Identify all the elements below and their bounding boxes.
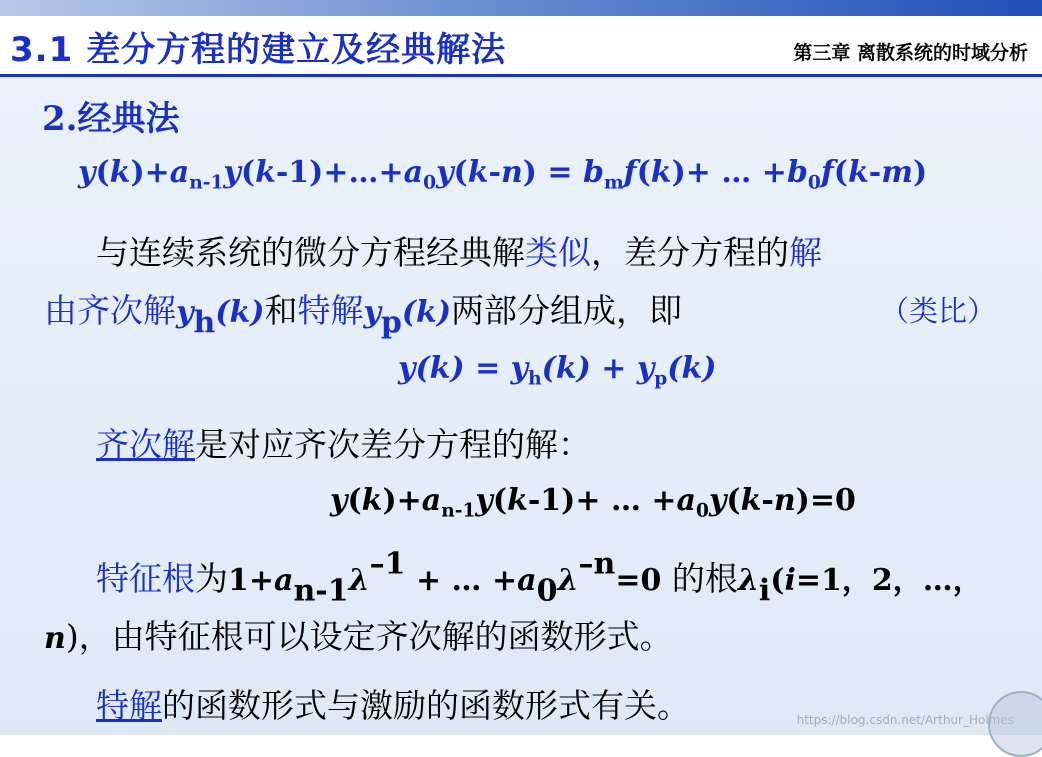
university-seal-icon: [988, 691, 1042, 757]
slide-body: [0, 77, 1042, 735]
math-var: λ: [557, 563, 579, 598]
math-subscript: p: [380, 305, 402, 341]
math-term: =1，2，…，: [795, 563, 983, 598]
eq-term: ): [912, 155, 928, 190]
eq-term: k: [650, 155, 672, 190]
eq-term: k: [467, 155, 489, 190]
eq-term: y: [708, 483, 727, 518]
math-term: + … +: [405, 563, 518, 598]
math-var: λ: [737, 563, 759, 598]
eq-term: m: [881, 155, 913, 190]
math-term: 1+: [228, 563, 275, 598]
eq-term: a: [169, 155, 190, 190]
eq-term: (k): [667, 351, 717, 386]
eq-term: y: [398, 351, 416, 386]
eq-term: k: [361, 483, 383, 518]
eq-term: (: [833, 155, 848, 190]
eq-term: y: [330, 483, 348, 518]
eq-term: -: [488, 155, 501, 190]
watermark: https://blog.csdn.net/Arthur_Holmes: [796, 713, 1014, 727]
eq-term: k: [847, 155, 869, 190]
slide-title: 3.1 差分方程的建立及经典解法: [10, 30, 507, 70]
eq-term: k: [109, 155, 131, 190]
eq-term: (: [492, 483, 508, 518]
eq-term: (: [636, 155, 651, 190]
eq-term: (: [347, 483, 362, 518]
eq-term: -1)+ … +: [527, 483, 677, 518]
eq-term: (: [95, 155, 110, 190]
eq-term: b: [786, 155, 808, 190]
eq-term: )+ … +: [671, 155, 787, 190]
math-var: i: [784, 563, 796, 598]
eq-term: f: [820, 155, 834, 190]
eq-term: y: [223, 155, 241, 190]
math-subscript: 0: [536, 573, 558, 609]
paragraph-3-line-2: [44, 611, 673, 658]
math-subscript: i: [758, 573, 771, 609]
eq-term: y: [436, 155, 454, 190]
eq-term: n: [773, 483, 796, 518]
eq-term: y: [636, 351, 655, 386]
eq-term: f: [623, 155, 637, 190]
eq-term: k: [740, 483, 762, 518]
eq-term: a: [421, 483, 442, 518]
eq-term: )+: [130, 155, 170, 190]
math-arg: (k): [215, 295, 265, 330]
eq-subscript: p: [654, 368, 668, 390]
text: 的根: [661, 559, 738, 598]
eq-term: a: [403, 155, 424, 190]
eq-term: k: [507, 483, 528, 518]
top-gradient-band: [0, 0, 1042, 16]
math-var: a: [274, 563, 294, 598]
chapter-label: 第三章 离散系统的时域分析: [793, 42, 1028, 64]
eq-term: (: [726, 483, 741, 518]
text: 和: [264, 291, 298, 330]
math-arg: (k): [401, 295, 452, 330]
paragraph-1-line-1: [96, 227, 822, 274]
eq-term: (: [453, 155, 468, 190]
paragraph-1-line-2: [44, 285, 683, 341]
math-var: y: [363, 295, 381, 330]
math-subscript: h: [193, 305, 216, 341]
math-var: λ: [348, 563, 370, 598]
eq-term: b: [583, 155, 604, 190]
eq-subscript: 0: [807, 172, 821, 194]
math-superscript: –1: [369, 546, 406, 582]
eq-term: (k): [541, 351, 591, 386]
eq-subscript: m: [603, 172, 624, 194]
term-characteristic-root: 特征根: [96, 559, 195, 598]
term-link-homogeneous[interactable]: 齐次解: [96, 425, 195, 464]
math-term: =0: [615, 563, 662, 598]
solution-sum-equation: [398, 351, 717, 390]
section-heading: 2.经典法: [42, 99, 180, 139]
eq-term: )+: [382, 483, 422, 518]
eq-term: y: [78, 155, 96, 190]
math-term: (: [770, 563, 785, 598]
eq-subscript: 0: [696, 500, 709, 522]
text-highlight: 特解: [297, 291, 364, 330]
eq-term: )=0: [795, 483, 856, 518]
paragraph-3-line-1: [96, 546, 983, 609]
paragraph-4: [96, 680, 690, 727]
eq-subscript: n-1: [441, 500, 476, 522]
analogy-note: （类比）: [880, 294, 997, 328]
eq-term: =: [464, 351, 511, 386]
main-difference-equation: [78, 155, 928, 194]
eq-term: -: [868, 155, 882, 190]
term-link-particular[interactable]: 特解: [96, 686, 162, 725]
eq-subscript: 0: [423, 172, 437, 194]
math-var: n: [44, 621, 66, 656]
math-subscript: n-1: [293, 573, 349, 609]
eq-term: y: [475, 483, 493, 518]
math-var: y: [176, 295, 194, 330]
text-highlight: 由齐次解: [44, 291, 176, 330]
eq-term: ) =: [522, 155, 583, 190]
text: 两部分组成，即: [451, 291, 683, 330]
eq-term: -1)+…+: [275, 155, 404, 190]
math-var: a: [517, 563, 537, 598]
eq-term: k: [255, 155, 276, 190]
eq-term: +: [590, 351, 637, 386]
eq-term: n: [500, 155, 523, 190]
paragraph-2: [96, 419, 591, 466]
homogeneous-equation: [330, 483, 856, 522]
text: 为: [195, 559, 228, 598]
text: 的函数形式与激励的函数形式有关。: [162, 686, 690, 725]
eq-term: -: [761, 483, 774, 518]
text: )，由特征根可以设定齐次解的函数形式。: [65, 617, 673, 656]
eq-term: y: [510, 351, 529, 386]
text: 与连续系统的微分方程经典解: [96, 233, 525, 272]
eq-term: (: [240, 155, 256, 190]
text-highlight: 类似: [525, 233, 591, 272]
eq-subscript: n-1: [189, 172, 224, 194]
math-superscript: –n: [578, 546, 616, 582]
eq-term: a: [676, 483, 696, 518]
text-highlight: 解: [789, 233, 822, 272]
eq-subscript: h: [528, 368, 542, 390]
eq-term: (k): [415, 351, 465, 386]
text: ，差分方程的: [591, 233, 789, 272]
text: 是对应齐次差分方程的解：: [195, 425, 591, 464]
